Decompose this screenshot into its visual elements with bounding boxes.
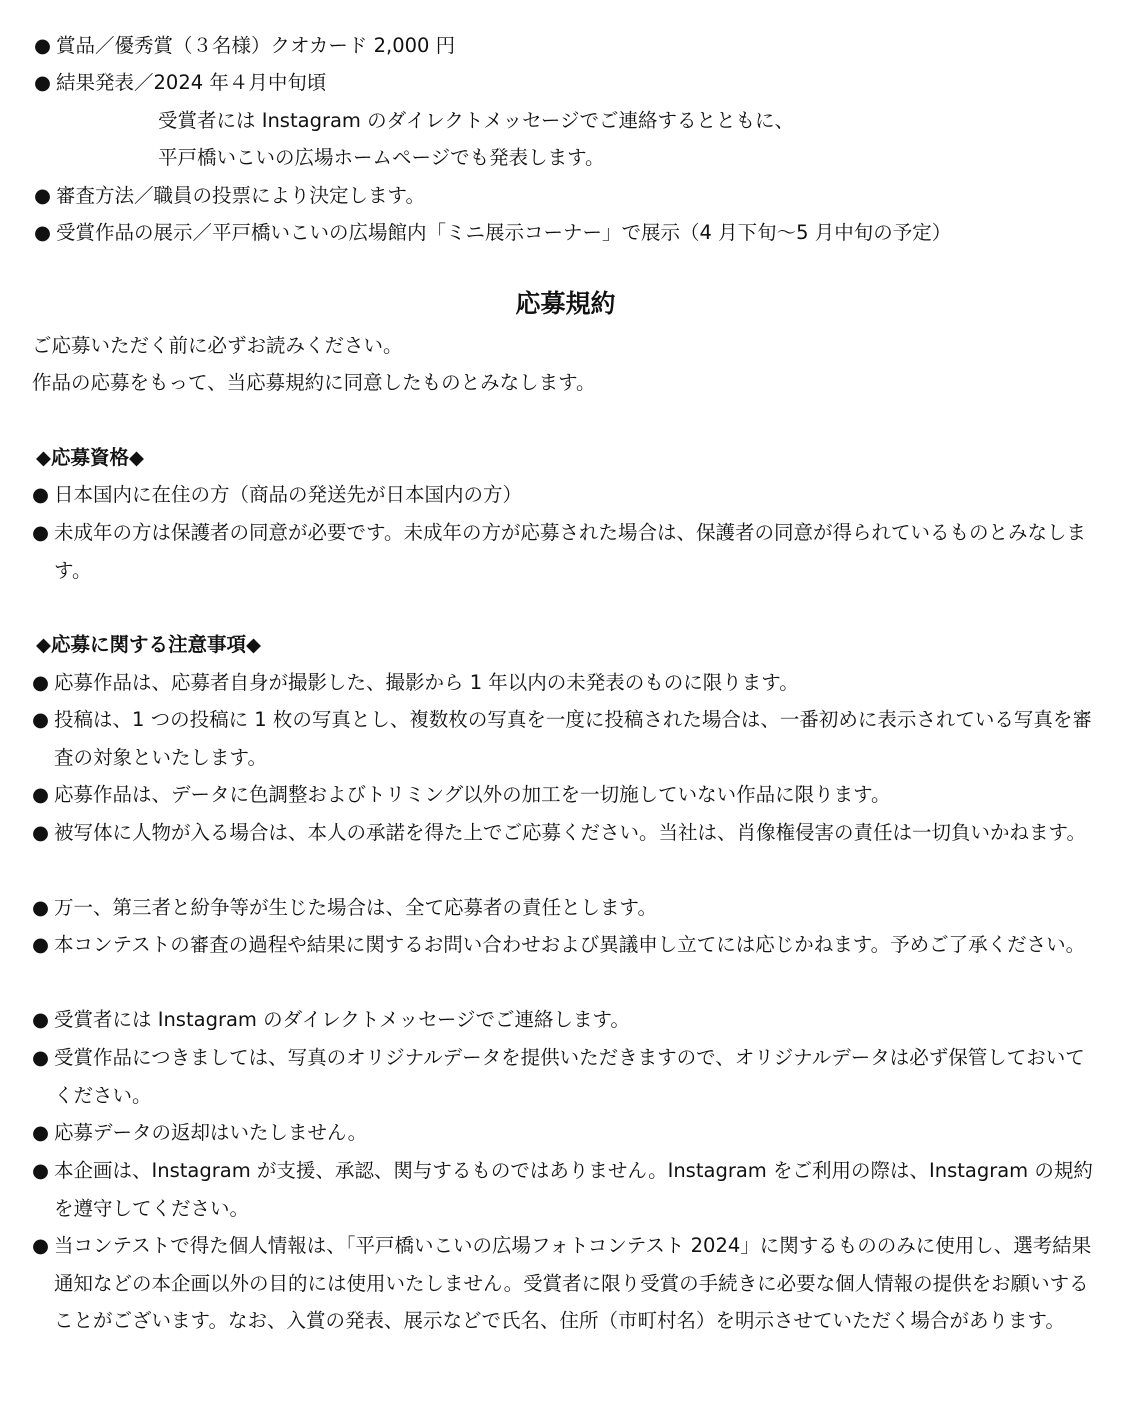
bullet-icon: ● (32, 821, 50, 844)
judging-line: ● 審査方法／職員の投票により決定します。 (34, 181, 425, 211)
bullet-icon: ● (34, 71, 52, 94)
eligibility-heading: ◆応募資格◆ (36, 446, 144, 469)
notes-heading: ◆応募に関する注意事項◆ (36, 633, 261, 656)
rules-intro-1: ご応募いただく前に必ずお読みください。 (32, 334, 403, 357)
bullet-icon: ● (34, 221, 52, 244)
bullet-icon: ● (32, 708, 50, 731)
rules-intro-2: 作品の応募をもって、当応募規約に同意したものとみなします。 (32, 371, 596, 394)
bullet-icon: ● (32, 783, 50, 806)
bullet-icon: ● (32, 896, 50, 919)
prize-line: ● 賞品／優秀賞（３名様）クオカード 2,000 円 (34, 31, 455, 61)
bullet-icon: ● (34, 34, 52, 57)
bullet-icon: ● (32, 1121, 50, 1144)
bullet-icon: ● (34, 184, 52, 207)
announce-detail-2: 平戸橋いこいの広場ホームページでも発表します。 (158, 146, 605, 169)
bullet-icon: ● (32, 1046, 50, 1069)
bullet-icon: ● (32, 1234, 50, 1257)
announce-detail-1: 受賞者には Instagram のダイレクトメッセージでご連絡するとともに、 (158, 109, 794, 132)
bullet-icon: ● (32, 671, 50, 694)
exhibit-line: ● 受賞作品の展示／平戸橋いこいの広場館内「ミニ展示コーナー」で展示（4 月下旬～5 月中旬の予定） (34, 218, 951, 248)
rules-title: 応募規約 (515, 289, 616, 318)
bullet-icon: ● (32, 483, 50, 506)
bullet-icon: ● (32, 1159, 50, 1182)
bullet-icon: ● (32, 521, 50, 544)
bullet-icon: ● (32, 933, 50, 956)
announce-line: ● 結果発表／2024 年４月中旬頃 (34, 68, 326, 98)
bullet-icon: ● (32, 1008, 50, 1031)
document-page: ● 賞品／優秀賞（３名様）クオカード 2,000 円 ● 結果発表／2024 年４月中旬頃 受賞者には Instagram のダイレクトメッセージでご連絡するとともに、 平戸橋いこいの広場ホームページでも発表します。 ● 審査方法／職員の投票により決定します。 ● 受賞作品の展示／平戸橋いこいの広場館内「ミニ展示コーナー」で展示（4 月下旬～5 月中旬の予定） 応募規約 ご応募いただく前に必ずお読みください。 作品の応募をもって、当応募規約に同意したものとみなします。 ◆応募資格◆ ● 日本国内に在住の方（商品の発送先が日本国内の方） ● 未成年の方は保護者の同意が必要です。未成年の方が応募された場合は、保護者の同意が得られているものとみなします。 ◆応募に関する注意事項◆ ● 応募作品は、応募者自身が撮影した、撮影から 1 年以内の未発表のものに限ります。 ● 投稿は、1 つの投稿に 1 枚の写真とし、複数枚の写真を一度に投稿された場合は、一番初めに表示されている写真を審査の対象といたします。 ● 応募作品は、データに色調整およびトリミング以外の加工を一切施していない作品に限ります。 ● 被写体に人物が入る場合は、本人の承諾を得た上でご応募ください。当社は、肖像権侵害の責任は一切負いかねます。 ● 万一、第三者と紛争等が生じた場合は、全て応募者の責任とします。 ● 本コンテストの審査の過程や結果に関するお問い合わせおよび異議申し立てには応じかねます。予めご了承ください。 ● 受賞者には Instagram のダイレクトメッセージでご連絡します。 ● 受賞作品につきましては、写真のオリジナルデータを提供いただきますので、オリジナルデータは必ず保管しておいてください。 ● 応募データの返却はいたしません。 ● 本企画は、Instagram が支援、承認、関与するものではありません。Instagram をご利用の際は、Instagram の規約を遵守してください。 ● 当コンテストで得た個人情報は、「平戸橋いこいの広場フォトコンテスト 2024」に関するもののみに使用し、選考結果通知などの本企画以外の目的には使用いたしません。受賞者に限り受賞の手続きに必要な個人情報の提供をお願いすることがございます。なお、入賞の発表、展示などで氏名、住所（市町村名）を明示させていただく場合があります。 (0, 0, 1131, 1415)
